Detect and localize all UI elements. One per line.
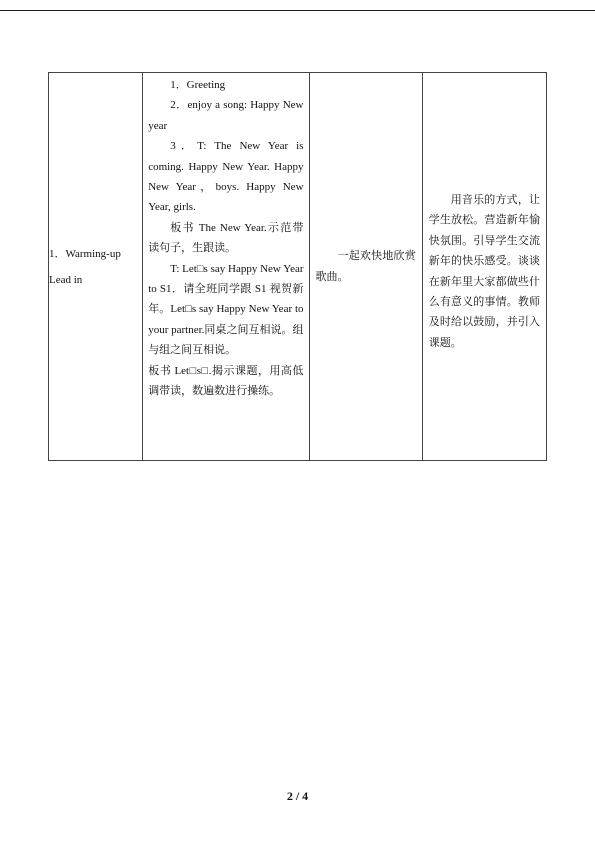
process-item: 2．enjoy a song: Happy New year — [148, 99, 304, 132]
page-number: 2 / 4 — [286, 789, 309, 803]
design-purpose-cell — [422, 73, 546, 461]
process-item: 1．Greeting — [170, 79, 226, 91]
step-cell — [49, 73, 143, 461]
teaching-process-cell — [143, 73, 309, 461]
design-purpose-text: 用音乐的方式，让学生放松。营造新年愉快氛围。引导学生交流新年的快乐感受。谈谈在新年里大家都做些什么有意义的事情。教师及时给以鼓励，并引入课题。 — [428, 193, 540, 349]
process-item: 板书 Let□s□.揭示课题，用高低调带读，数遍数进行操练。 — [148, 364, 304, 398]
student-activity-cell — [309, 73, 422, 461]
step-title: 1．Warming-up — [49, 247, 121, 260]
step-subtitle: Lead in — [49, 273, 83, 286]
process-item: T: Let□s say Happy New Year to S1．请全班同学跟 S1 视贺新年。Let□s say Happy New Year to your partner.同桌之间互相说。组与组之间互相说。 — [148, 262, 304, 357]
lesson-table — [48, 72, 547, 461]
process-item: 板书 The New Year.示范带读句子，生跟读。 — [148, 221, 304, 255]
table-row — [49, 73, 547, 461]
process-item: 3．T: The New Year is coming. Happy New Year. Happy New Year，boys. Happy New Year, girls. — [148, 140, 304, 214]
top-rule — [0, 10, 595, 11]
student-activity-text: 一起欢快地欣赏歌曲。 — [315, 250, 416, 283]
